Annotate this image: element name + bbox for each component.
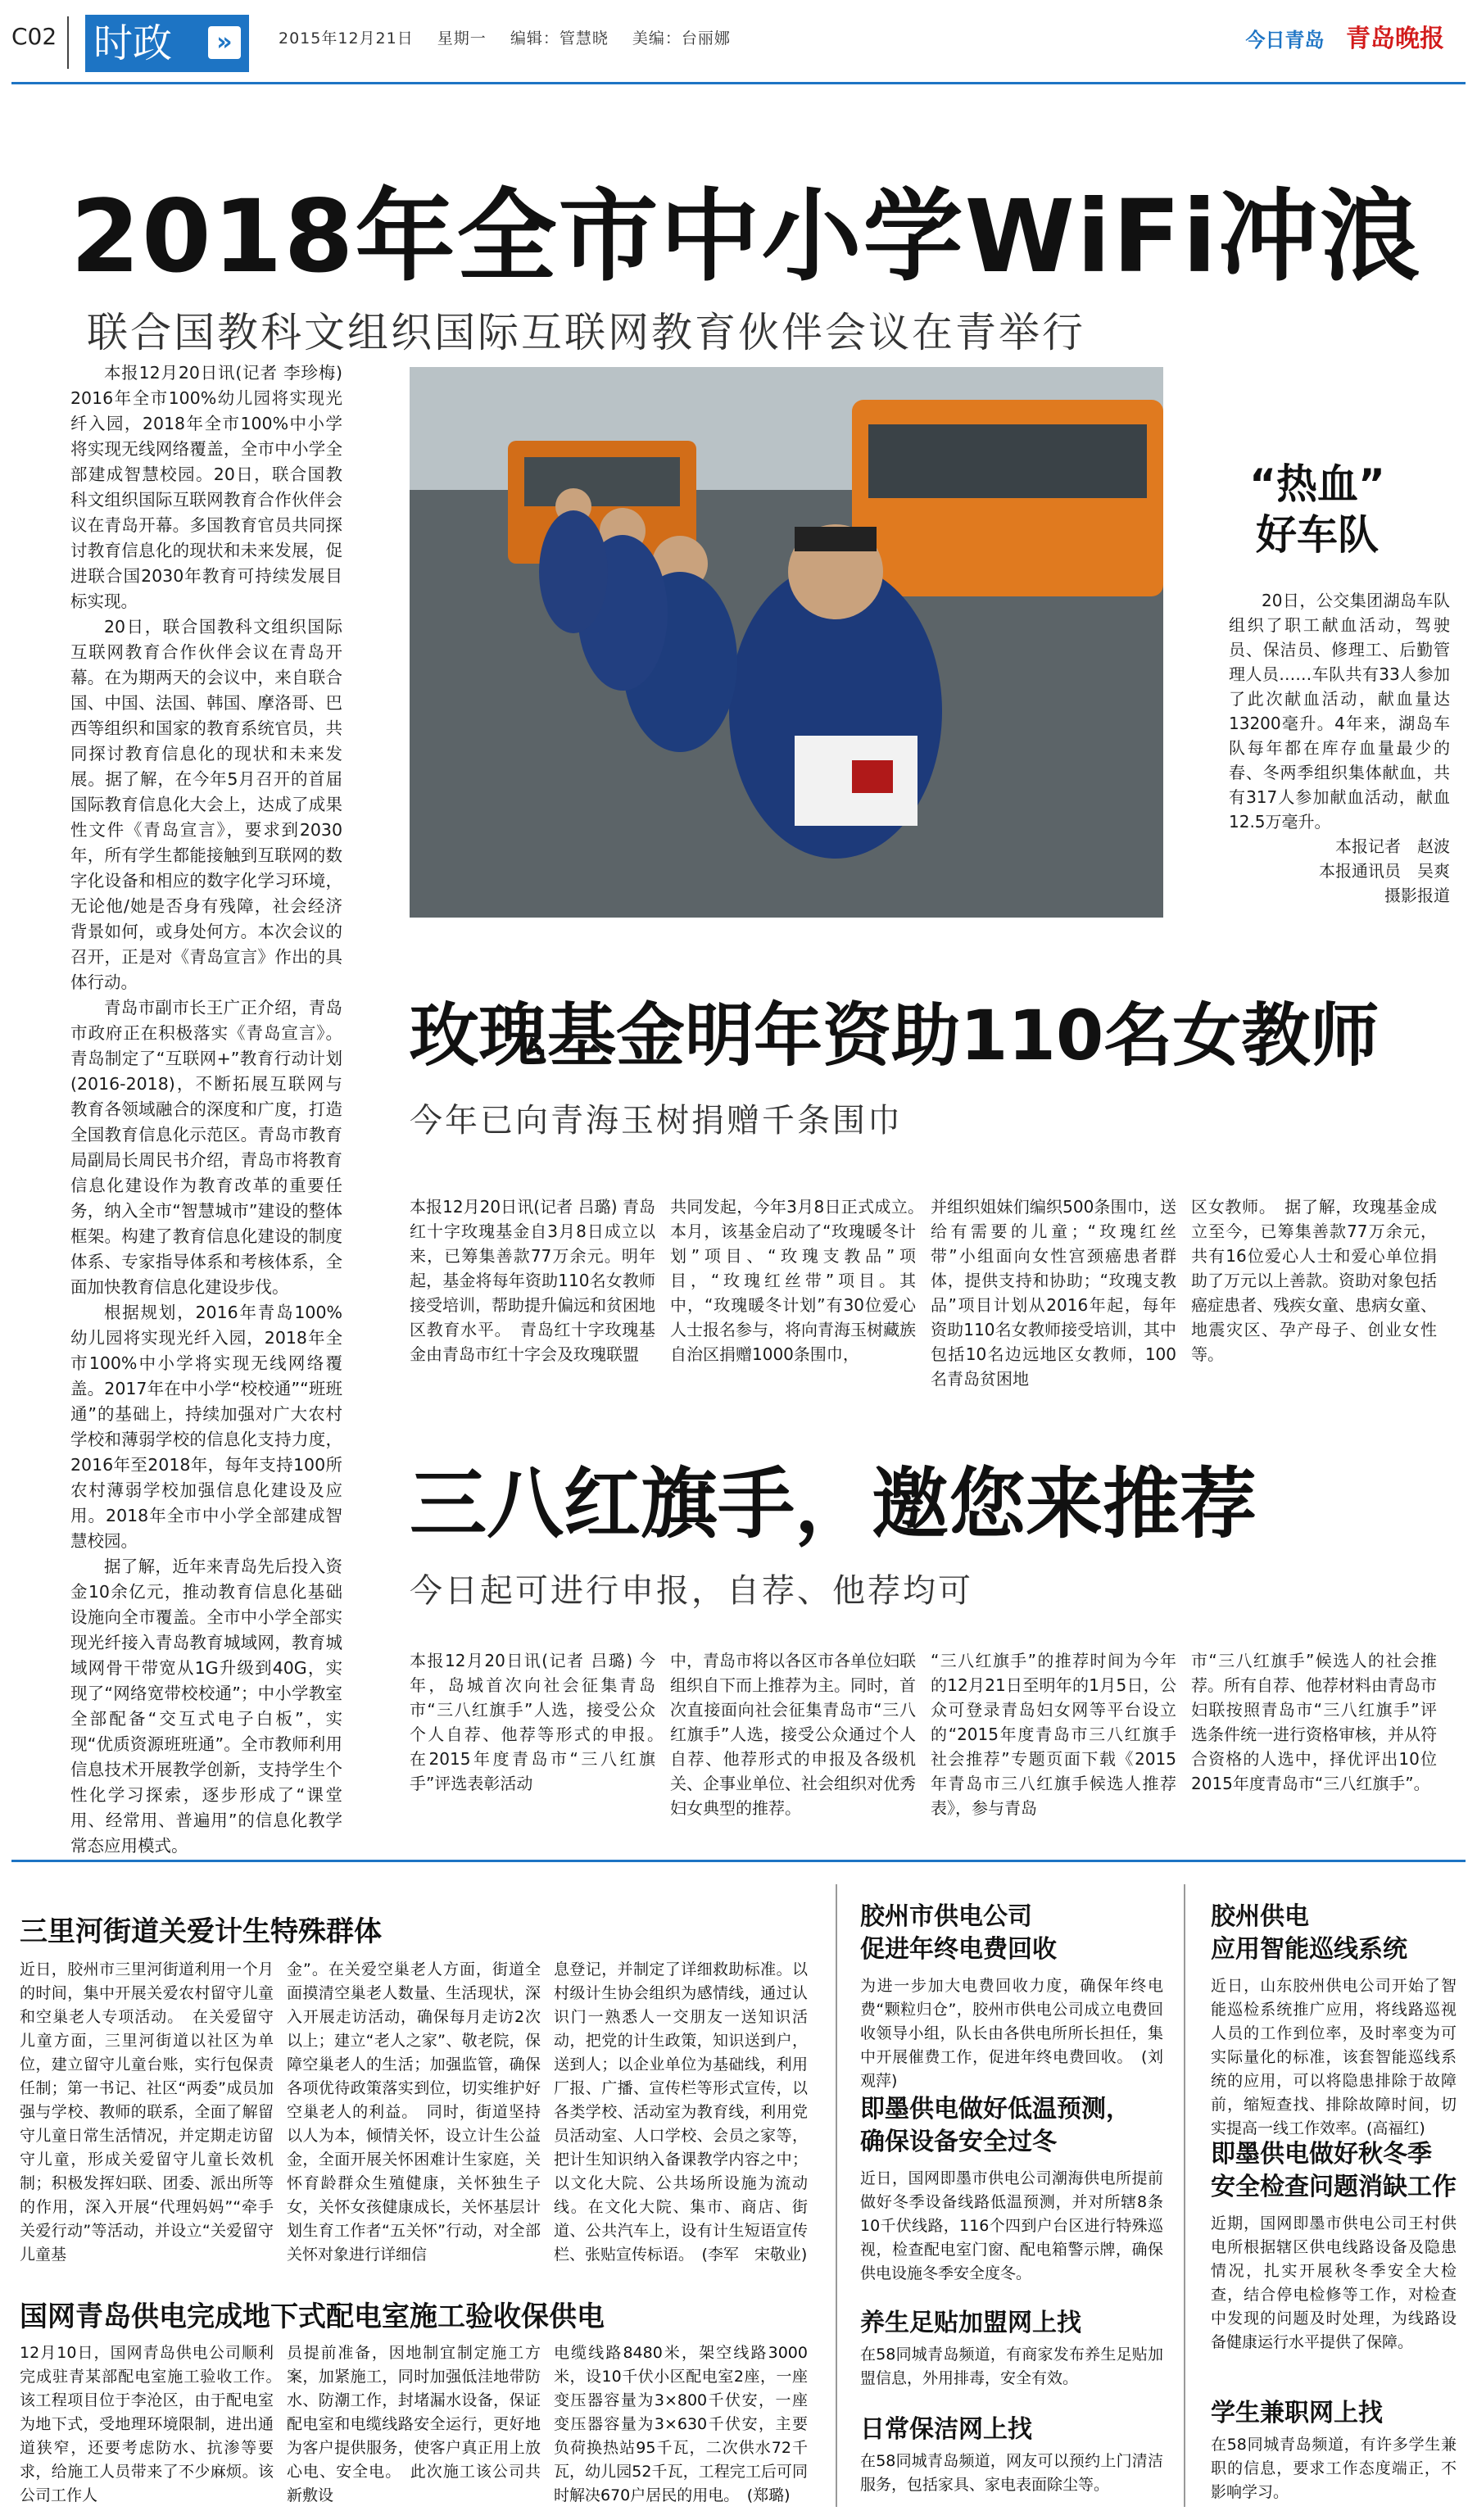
brief4-headline-line1: 即墨供电做好低温预测， [860,2095,1130,2123]
brand-logo: 青岛晚报 [1346,25,1444,53]
brief8-headline [1211,2138,1457,2204]
article2-headline: 玫瑰基金明年资助110名女教师 [410,995,1380,1076]
brief5-body: 在58同城青岛频道，有商家发布养生足贴加盟信息，外用排毒，安全有效。 [860,2346,1163,2387]
brief3-headline-line2: 促进年终电费回收 [860,1935,1057,1964]
lead-paragraph: 据了解，近年来青岛先后投入资金10余亿元，推动教育信息化基础设施向全市覆盖。全市中小学全部实现光纤接入青岛教育城域网，教育城域网骨干带宽从1G升级到40G，实现了“网络宽带校校通”；中小学教室全部配备“交互式电子白板”，实现“优质资源班班通”。全市教师利用信息技术开展教学创新，支持学生个性化学习探索，逐步形成了“课堂用、经常用、普遍用”的信息化教学常态应用模式。 [70,1557,342,1856]
sidebar-headline [1219,459,1416,560]
section-label: 时政 [93,20,173,66]
lead-paragraph: 青岛市副市长王广正介绍，青岛市政府正在积极落实《青岛宣言》。青岛制定了“互联网+”教育行动计划(2016-2018)，不断拓展互联网与教育各领域融合的深度和广度，打造全国教育信息化示范区。青岛市教育局副局长周民书介绍，青岛市将教育信息化建设作为教育改革的重要任务，纳入全市“智慧城市”建设的整体框架。构建了教育信息化建设的制度体系、专家指导体系和考核体系，全面加快教育信息化建设步伐。 [70,998,342,1297]
news-photo [410,367,1163,918]
editor-credit: 编辑：管慧晓 [510,29,609,48]
lead-subheadline: 联合国教科文组织国际互联网教育伙伴会议在青举行 [87,309,1085,356]
article3-headline: 三八红旗手，邀您来推荐 [410,1460,1257,1549]
brief3-headline [860,1901,1057,1966]
lead-paragraph: 20日，联合国教科文组织国际互联网教育合作伙伴会议在青岛开幕。在为期两天的会议中，来自联合国、中国、法国、韩国、摩洛哥、巴西等组织和国家的教育系统官员，共同探讨教育信息化的现状和未来发展。据了解，在今年5月召开的首届国际教育信息化大会上，达成了成果性文件《青岛宣言》，要求到2030年，所有学生都能接触到互联网的数字化设备和相应的数字化学习环境，无论他/她是否身有残障，社会经济背景如何，或身处何方。本次会议的召开，正是对《青岛宣言》作出的具体行动。 [70,617,342,992]
brief1-column: 金”。在关爱空巢老人方面，街道全面摸清空巢老人数量、生活现状，深入开展走访活动，确保每月走访2次以上；建立“老人之家”、敬老院，保障空巢老人的生活；加强监管，确保各项优待政策落实到位，切实维护好空巢老人的利益。 同时，街道坚持以人为本，倾情关怀，设立计生公益金，全面开展关怀困难计生家庭，关怀育龄群众生殖健康，关怀独生子女，关怀女孩健康成长，关怀基层计划生育工作者“五关怀”行动，对全部关怀对象进行详细信 [287,1960,541,2264]
article3-subheadline: 今日起可进行申报，自荐、他荐均可 [410,1572,973,1610]
sidebar-paragraph: 20日，公交集团湖岛车队组织了职工献血活动，驾驶员、保洁员、修理工、后勤管理人员……车队共有33人参加了此次献血活动，献血量达13200毫升。4年来，湖岛车队每年都在库存血量最少的春、冬两季组织集体献血，共有317人参加献血活动，献血12.5万毫升。 [1229,591,1450,832]
lead-headline: 2018年全市中小学WiFi冲浪 [70,179,1422,295]
brief2-column: 12月10日，国网青岛供电公司顺利完成驻青某部配电室施工验收工作。 该工程项目位于李沧区，由于配电室为地下式，受地理环境限制，进出通道狭窄，还要考虑防水、抗渗等要求，给施工人员带来了不少麻烦。该公司工作人 [20,2344,290,2504]
today-label: 今日青岛 [1245,29,1325,52]
brief3-headline-line1: 胶州市供电公司 [860,1902,1032,1931]
article3-column: “三八红旗手”的推荐时间为今年的12月21日至明年的1月5日，公众可登录青岛妇女网等平台设立的“2015年度青岛市三八红旗手社会推荐”专题页面下载《2015年青岛市三八红旗手候选人推荐表》，参与青岛 [931,1651,1176,1818]
article3-column: 市“三八红旗手”候选人的社会推荐。所有自荐、他荐材料由青岛市妇联按照青岛市“三八红旗手”评选条件统一进行资格审核，并从符合资格的人选中，择优评出10位2015年度青岛市“三八红旗手”。 [1191,1651,1437,1793]
brief2-headline: 国网青岛供电完成地下式配电室施工验收保供电 [20,2300,605,2333]
brief1-column: 息登记，并制定了详细救助标准。以村级计生协会组织为感情线，通过认识门一熟悉人一交朋友一送知识活动，把党的计生政策，知识送到户，送到人；以企业单位为基础线，利用厂报、广播、宣传栏等形式宣传，以各类学校、活动室为教育线，利用党员活动室、人口学校、会员之家等，把计生知识纳入备课教学内容之中；以文化大院、公共场所设施为流动线。在文化大院、集市、商店、街道、公共汽车上，设有计生短语宣传栏、张贴宣传标语。 (李军 宋敬业) [554,1960,808,2264]
brief7-headline-line2: 应用智能巡线系统 [1211,1935,1407,1964]
double-chevron-icon: » [208,26,241,59]
article2-column: 共同发起，今年3月8日正式成立。 本月，该基金启动了“玫瑰暖冬计划”项目、“玫瑰支教品”项目，“玫瑰红丝带”项目。其中，“玫瑰暖冬计划”有30位爱心人士报名参与，将向青海玉树藏族自治区捐赠1000条围巾， [670,1197,932,1364]
brief3-body: 为进一步加大电费回收力度，确保年终电费“颗粒归仓”，胶州市供电公司成立电费回收领导小组，队长由各供电所所长担任，集中开展催费工作，促进年终电费回收。 (刘观萍) [860,1977,1163,2090]
sidebar-credit-1: 本报记者 赵波 [1335,836,1450,856]
brief2-column: 员提前准备，因地制宜制定施工方案，加紧施工，同时加强低洼地带防水、防潮工作，封堵漏水设备，保证配电室和电缆线路安全运行，更好地为客户提供服务，使客户真正用上放心电、安全电。 此次施工该公司共新敷设 [287,2344,541,2504]
masthead-brand [1246,18,1444,54]
header-meta [279,26,749,48]
lead-paragraph: 本报12月20日讯(记者 李珍梅) 2016年全市100%幼儿园将实现光纤入园，2018年全市100%中小学将实现无线网络覆盖，全市中小学全部建成智慧校园。20日，联合国教科文组织国际互联网教育合作伙伴会议在青岛开幕。多国教育官员共同探讨教育信息化的现状和未来发展，促进联合国2030年教育可持续发展目标实现。 [70,363,342,611]
sidebar-credit-2: 本报通讯员 吴爽 [1319,861,1450,881]
brief8-headline-line2: 安全检查问题消缺工作 [1211,2173,1457,2201]
article2-column: 并组织姐妹们编织500条围巾，送给有需要的儿童；“玫瑰红丝带”小组面向女性宫颈癌患者群体，提供支持和协助；“玫瑰支教品”项目计划从2016年起，每年资助110名女教师接受培训，其中包括10名边远地区女教师，100名青岛贫困地 [931,1197,1176,1389]
brief4-body: 近日，国网即墨市供电公司潮海供电所提前做好冬季设备线路低温预测，并对所辖8条10千伏线路，116个四到户台区进行特殊巡视，检查配电室门窗、配电箱警示牌，确保供电设施冬季安全度冬。 [860,2169,1163,2282]
sidebar-body [1229,588,1450,908]
header-rule [11,82,1466,84]
article2-column: 区女教师。 据了解，玫瑰基金成立至今，已筹集善款77万余元，共有16位爱心人士和爱心单位捐助了万元以上善款。资助对象包括癌症患者、残疾女童、患病女童、地震灾区、孕产母子、创业女性等。 [1191,1197,1437,1364]
header-divider [67,16,69,69]
brief1-headline: 三里河街道关爱计生特殊群体 [20,1915,382,1948]
brief5-headline: 养生足贴加盟网上找 [860,2309,1081,2337]
brief8-body: 近期，国网即墨市供电公司王村供电所根据辖区供电线路设备及隐患情况，扎实开展秋冬季安全大检查，结合停电检修等工作，对检查中发现的问题及时处理，为线路设备健康运行水平提供了保障。 [1211,2214,1457,2351]
brief4-headline [860,2093,1130,2159]
brief7-body: 近日，山东胶州供电公司开始了智能巡检系统推广应用，将线路巡视人员的工作到位率，及时率变为可实际量化的标准，该套智能巡线系统的应用，可以将隐患排除于故障前，缩短查找、排除故障时间，切实提高一线工作效率。(高福红) [1211,1977,1457,2137]
bottom-rule [11,1860,1466,1862]
article2-subheadline: 今年已向青海玉树捐赠千条围巾 [410,1102,903,1140]
article3-column: 中，青岛市将以各区市各单位妇联组织自下而上推荐为主。同时，首次直接面向社会征集青岛市“三八红旗手”人选，接受公众通过个人自荐、他荐形式的申报及各级机关、企事业单位、社会组织对优秀妇女典型的推荐。 [670,1651,916,1818]
brief7-headline-line1: 胶州供电 [1211,1902,1309,1931]
brief7-headline [1211,1901,1407,1966]
column-divider [1184,1884,1185,2507]
issue-weekday: 星期一 [437,29,487,48]
brief9-body: 在58同城青岛频道，有许多学生兼职的信息，要求工作态度端正，不影响学习。 [1211,2436,1457,2501]
lead-paragraph: 根据规划，2016年青岛100%幼儿园将实现光纤入园，2018年全市100%中小学将实现无线网络覆盖。2017年在中小学“校校通”“班班通”的基础上，持续加强对广大农村学校和薄弱学校的信息化支持力度，2016年至2018年，每年支持100所农村薄弱学校加强信息化建设及应用。2018年全市中小学全部建成智慧校园。 [70,1303,342,1551]
brief8-headline-line1: 即墨供电做好秋冬季 [1211,2140,1432,2169]
brief2-column: 电缆线路8480米，架空线路3000米，设10千伏小区配电室2座，一座变压器容量为3×800千伏安，一座变压器容量为3×630千伏安，主要负荷换热站95千瓦，二次供水72千瓦，幼儿园52千瓦，工程完工后可同时解决670户居民的用电。 (郑璐) [554,2344,808,2504]
issue-date: 2015年12月21日 [279,29,414,48]
brief6-body: 在58同城青岛频道，网友可以预约上门清洁服务，包括家具、家电表面除尘等。 [860,2452,1163,2494]
brief9-headline: 学生兼职网上找 [1211,2399,1383,2427]
brief1-column: 近日，胶州市三里河街道利用一个月的时间，集中开展关爱农村留守儿童和空巢老人专项活动。 在关爱留守儿童方面，三里河街道以社区为单位，建立留守儿童台账，实行包保责任制；第一书记、社区“两委”成员加强与学校、教师的联系，全面了解留守儿童日常生活情况，并定期走访留守儿童，形成关爱留守儿童长效机制；积极发挥妇联、团委、派出所等的作用，深入开展“代理妈妈”“牵手关爱行动”等活动，并设立“关爱留守儿童基 [20,1960,274,2264]
sidebar-headline-line1: “热血” [1249,460,1385,508]
sidebar-credit-3: 摄影报道 [1384,886,1450,905]
section-tag [85,15,249,72]
article2-column: 本报12月20日讯(记者 吕璐) 青岛红十字玫瑰基金自3月8日成立以来，已筹集善款77万余元。明年起，基金将每年资助110名女教师接受培训，帮助提升偏远和贫困地区教育水平。 青岛红十字玫瑰基金由青岛市红十字会及玫瑰联盟 [410,1197,655,1364]
designer-credit: 美编：台丽娜 [632,29,731,48]
brief4-headline-line2: 确保设备安全过冬 [860,2128,1057,2156]
brief6-headline: 日常保洁网上找 [860,2415,1032,2444]
photo-illustration [410,367,1163,918]
column-divider [836,1884,837,2507]
page-number: C02 [11,23,57,50]
article3-column: 本报12月20日讯(记者 吕璐) 今年，岛城首次向社会征集青岛市“三八红旗手”人选，接受公众个人自荐、他荐等形式的申报。 在2015年度青岛市“三八红旗手”评选表彰活动 [410,1651,672,1793]
sidebar-headline-line2: 好车队 [1256,511,1379,559]
lead-body [70,360,342,1859]
